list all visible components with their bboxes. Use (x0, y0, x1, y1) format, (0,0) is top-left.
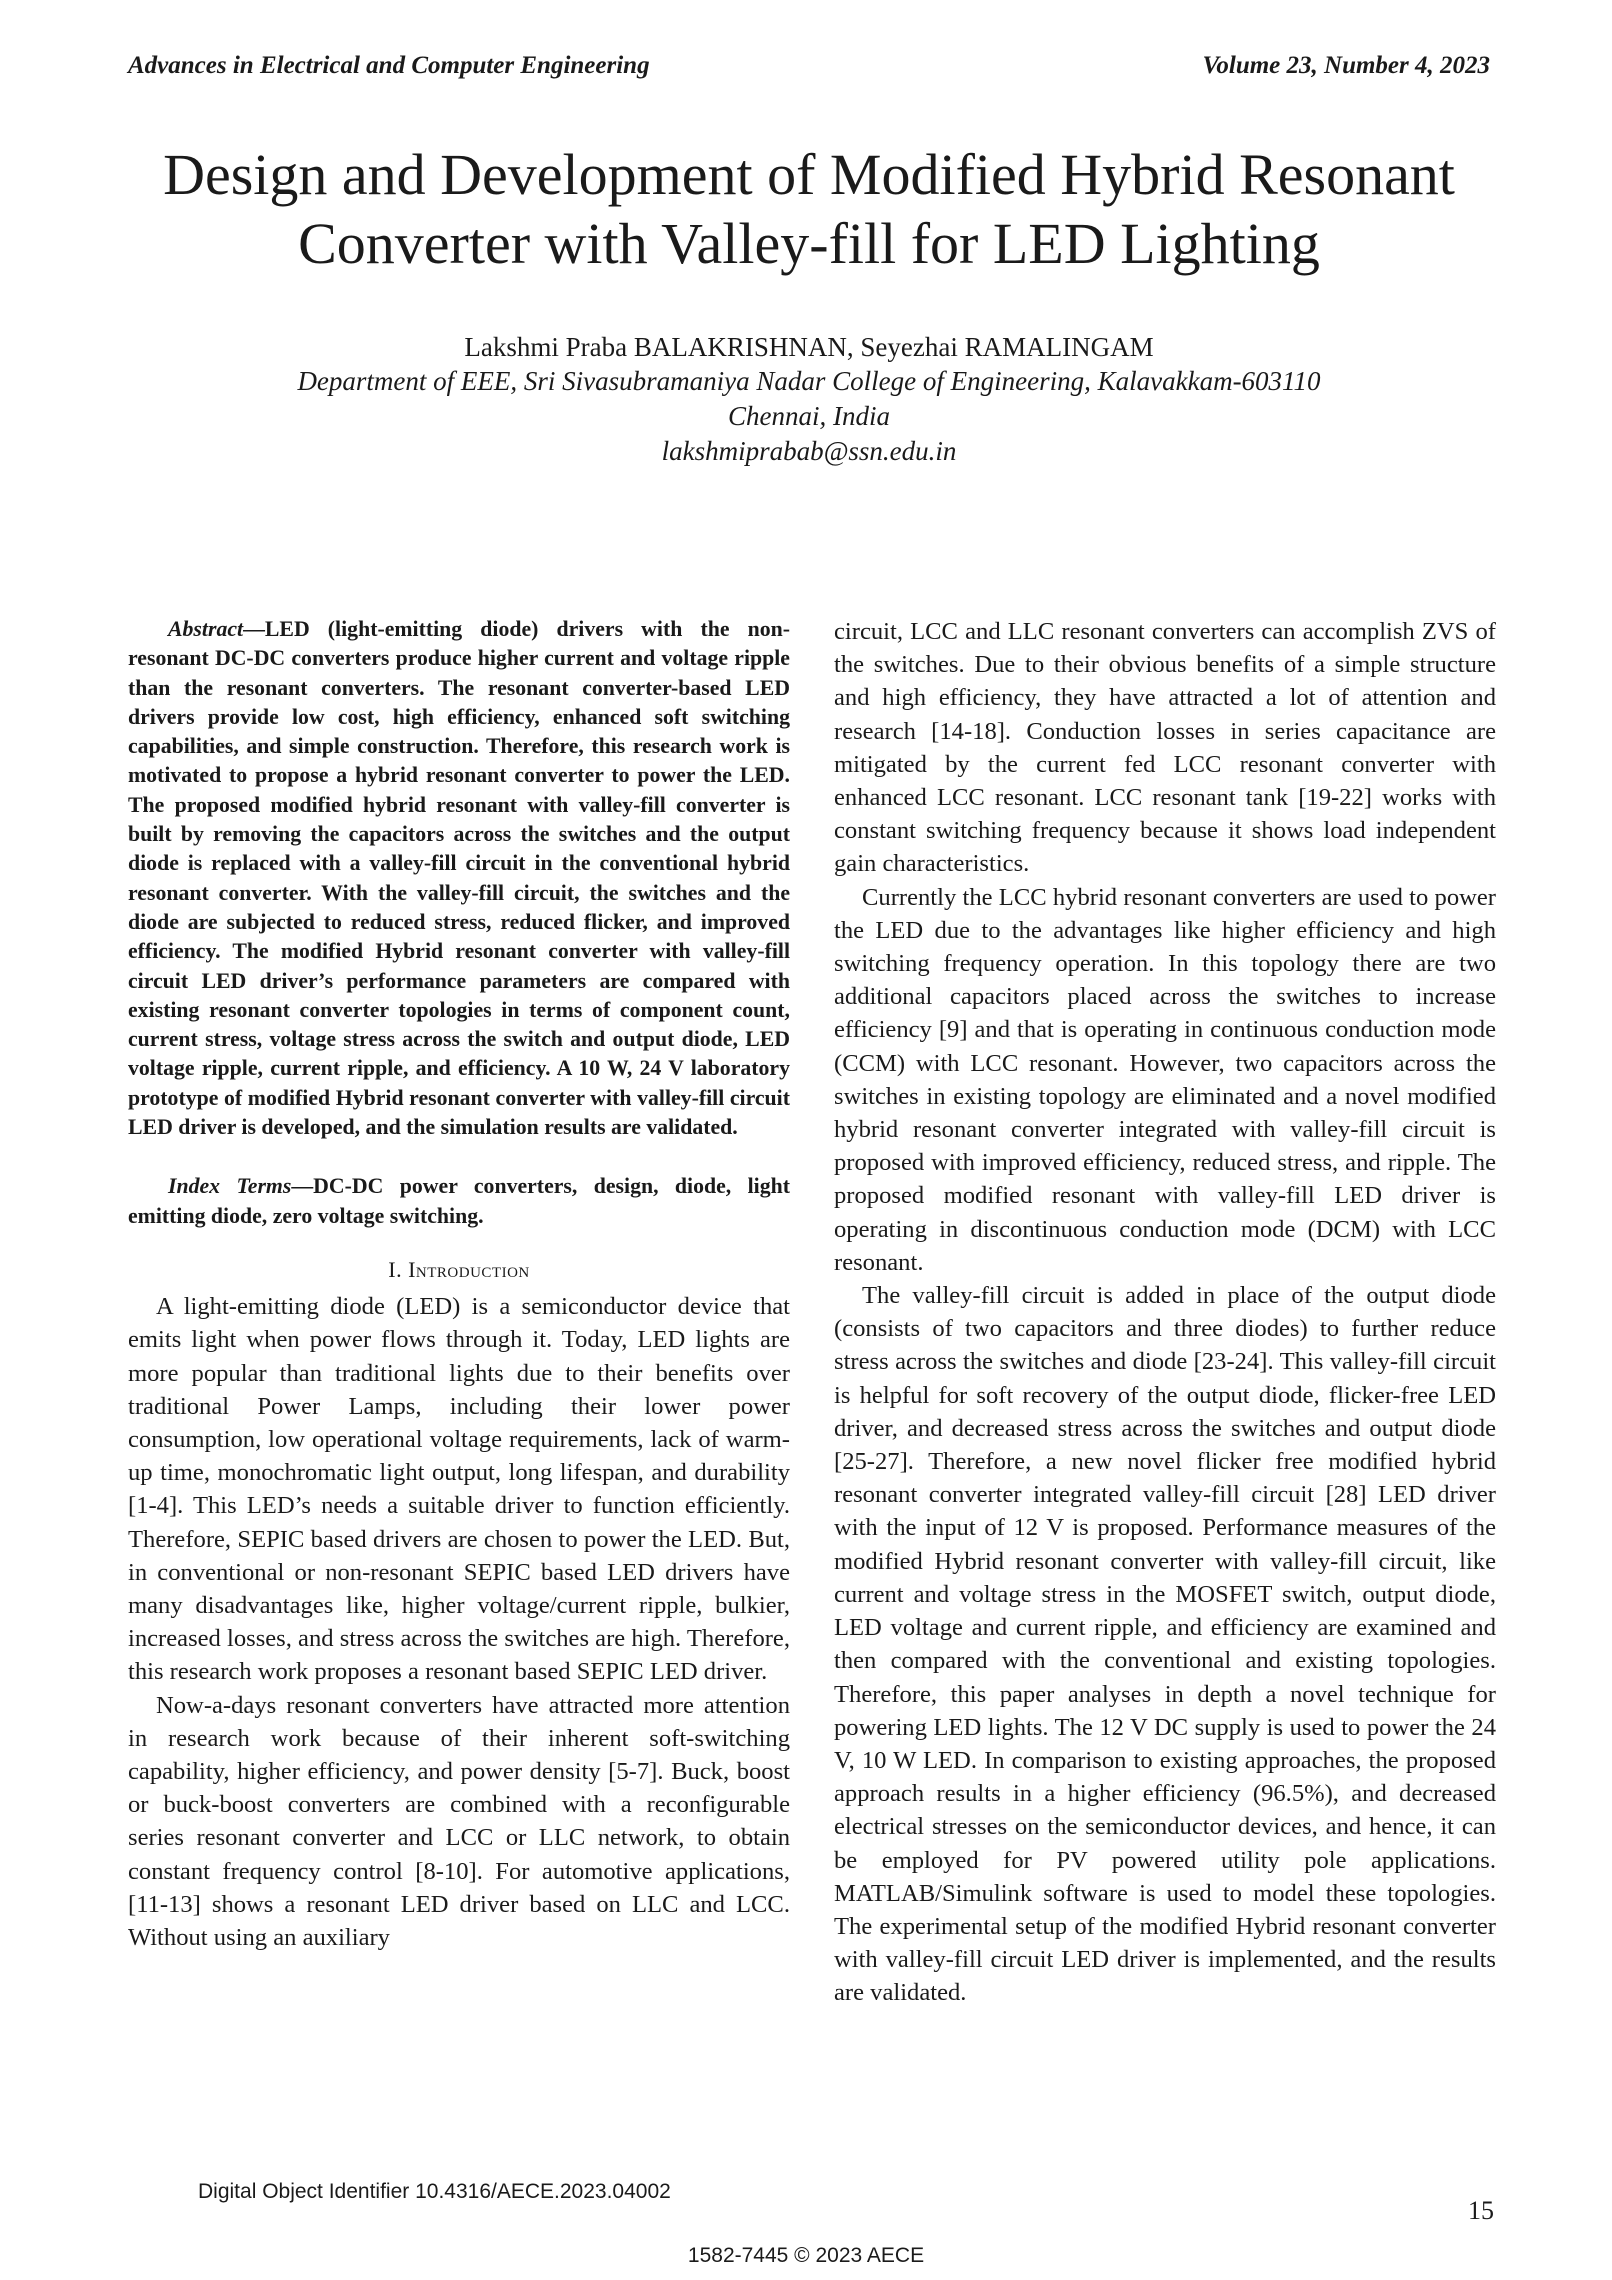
running-header (128, 52, 1490, 80)
title-block (128, 140, 1490, 469)
footer-issn: 1582-7445 © 2023 AECE (687, 2244, 925, 2267)
paragraph: Now-a-days resonant converters have attracted more attention in research work because of their inherent soft-switching capability, higher efficiency, and power density [5-7]. Buck, boost or buck-boost converters are combined with a reconfigurable series resonant converter and LCC or LLC network, to obtain constant frequency control [8-10]. For automotive applications, [11-13] shows a resonant LED driver based on LLC and LCC. Without using an auxiliary (128, 1691, 790, 1951)
body-columns (128, 615, 1496, 2010)
paragraph: The valley-fill circuit is added in place of the output diode (consists of two capacitors and three diodes) to further reduce stress across the switches and diode [23-24]. This valley-fill circuit is helpful for soft recovery of the output diode, flicker-free LED driver, and decreased stress across the switches and output diode [25-27]. Therefore, a new novel flicker free modified hybrid resonant converter integrated valley-fill circuit [28] LED driver with the input of 12 V is proposed. Performance measures of the modified Hybrid resonant converter with valley-fill circuit, like current and voltage stress in the MOSFET switch, output diode, LED voltage and current ripple, and efficiency are examined and then compared with the conventional and existing topologies. Therefore, this paper analyses in depth a novel technique for powering LED lights. The 12 V DC supply is used to power the 24 V, 10 W LED. In comparison to existing approaches, the proposed approach results in a higher efficiency (96.5%), and decreased electrical stresses on the semiconductor devices, and hence, it can be employed for PV powered utility pole applications. MATLAB/Simulink software is used to model these topologies. The experimental setup of the modified Hybrid resonant converter with valley-fill circuit LED driver is implemented, and the results are validated. (834, 1282, 1496, 2007)
page-number: 15 (1468, 2196, 1494, 2225)
abstract-text: —LED (light-emitting diode) drivers with the non-resonant DC-DC converters produce higher current and voltage ripple than the resonant converters. The resonant converter-based LED drivers provide low cost, high efficiency, enhanced soft switching capabilities, and simple construction. Therefore, this research work is motivated to propose a hybrid resonant converter to power the LED. The proposed modified hybrid resonant with valley-fill converter is built by removing the capacitors across the switches and the output diode is replaced with a valley-fill circuit in the conventional hybrid resonant converter. With the valley-fill circuit, the switches and the diode are subjected to reduced stress, reduced flicker, and improved efficiency. The modified Hybrid resonant converter with valley-fill circuit LED driver’s performance parameters are compared with existing resonant converter topologies in terms of component count, current stress, voltage stress across the switch and output diode, LED voltage ripple, current ripple, and efficiency. A 10 W, 24 V laboratory prototype of modified Hybrid resonant converter with valley-fill circuit LED driver is developed, and the simulation results are validated. (128, 617, 790, 1140)
author-email: lakshmiprabab@ssn.edu.in (661, 436, 957, 466)
index-terms-lead: Index Terms (168, 1174, 292, 1199)
section-heading-introduction: I. Introduction (388, 1256, 530, 1282)
affiliation-line2: Chennai, India (728, 401, 890, 431)
left-column (128, 615, 790, 2010)
journal-name: Advances in Electrical and Computer Engineering (128, 52, 650, 79)
paragraph: A light-emitting diode (LED) is a semiconductor device that emits light when power flows through it. Today, LED lights are more popular than traditional lights due to their benefits over traditional Power Lamps, including their lower power consumption, low operational voltage requirements, lack of warm-up time, monochromatic light output, long lifespan, and durability [1-4]. This LED’s needs a suitable driver to function efficiently. Therefore, SEPIC based drivers are chosen to power the LED. But, in conventional or non-resonant SEPIC based LED drivers have many disadvantages like, higher voltage/current ripple, bulkier, increased losses, and stress across the switches are high. Therefore, this research work proposes a resonant based SEPIC LED driver. (128, 1293, 790, 1686)
authors: Lakshmi Praba BALAKRISHNAN, Seyezhai RAMALINGAM (464, 332, 1154, 362)
abstract-lead: Abstract (168, 617, 244, 641)
footer-doi: Digital Object Identifier 10.4316/AECE.2023.04002 (198, 2180, 671, 2203)
abstract (128, 615, 790, 1142)
volume-info: Volume 23, Number 4, 2023 (1202, 52, 1490, 79)
paper-title: Design and Development of Modified Hybrid Resonant Converter with Valley-fill for LED Lighting (163, 142, 1455, 276)
index-terms-text: —DC-DC power converters, design, diode, light emitting diode, zero voltage switching. (128, 1174, 791, 1228)
paragraph: Currently the LCC hybrid resonant converters are used to power the LED due to the advantages like higher efficiency and high switching frequency operation. In this topology there are two additional capacitors placed across the switches to increase efficiency [9] and that is operating in continuous conduction mode (CCM) with LCC resonant. However, two capacitors across the switches in existing topology are eliminated and a novel modified hybrid resonant converter integrated with valley-fill circuit is proposed with improved efficiency, reduced stress, and ripple. The proposed modified resonant with valley-fill LED driver is operating in discontinuous conduction mode (DCM) with LCC resonant. (834, 883, 1496, 1276)
affiliation-line1: Department of EEE, Sri Sivasubramaniya Nadar College of Engineering, Kalavakkam-603110 (297, 366, 1321, 396)
paragraph: circuit, LCC and LLC resonant converters can accomplish ZVS of the switches. Due to their obvious benefits of a simple structure and high efficiency, they have attracted a lot of attention and research [14-18]. Conduction losses in series capacitance are mitigated by the current fed LCC resonant converter with enhanced LCC resonant. LCC resonant tank [19-22] works with constant switching frequency because it shows load independent gain characteristics. (834, 618, 1496, 878)
right-column (834, 615, 1496, 2010)
index-terms (128, 1172, 790, 1231)
